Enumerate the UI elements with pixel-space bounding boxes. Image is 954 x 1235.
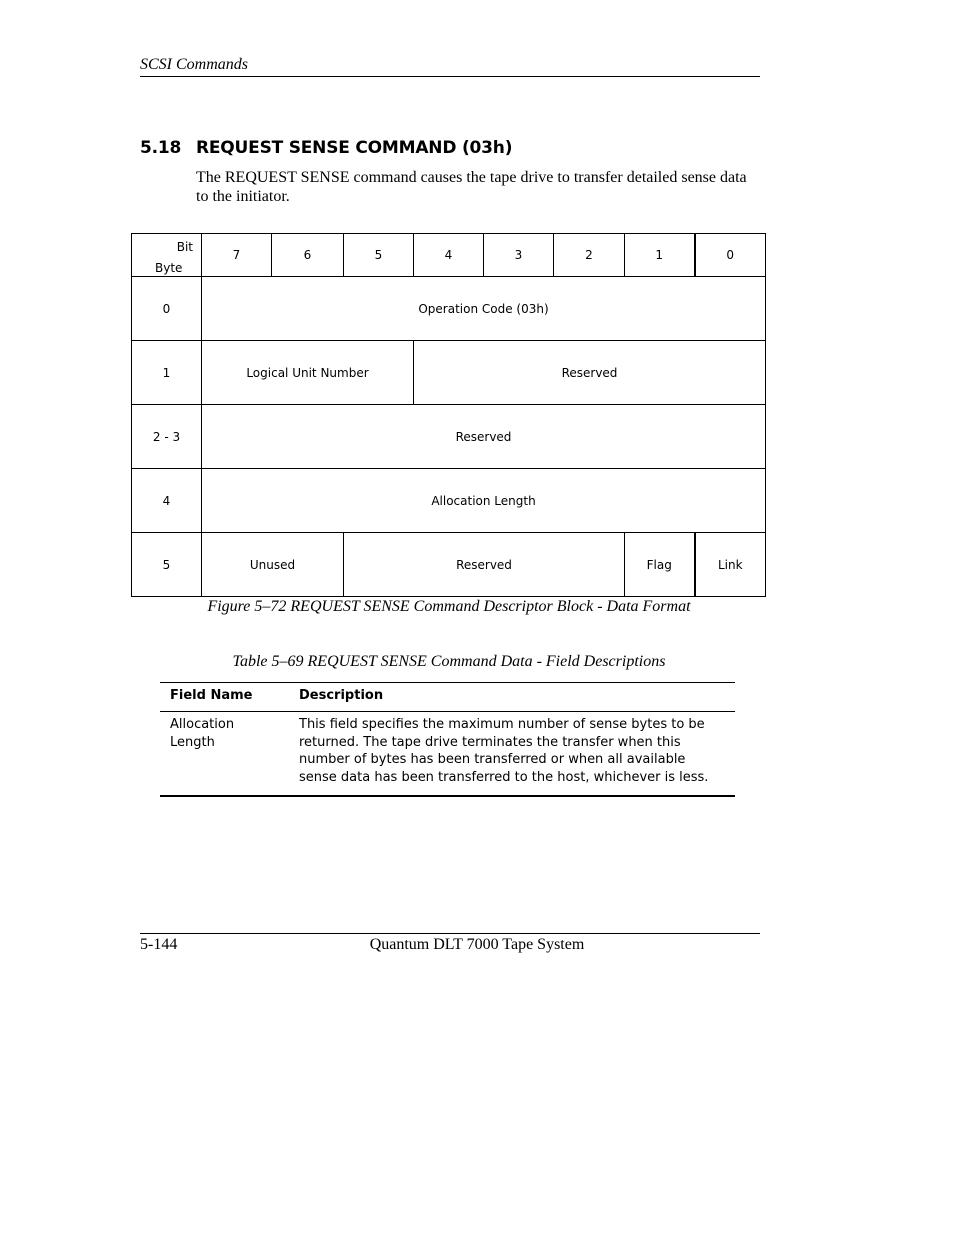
table-row xyxy=(160,712,735,797)
field-reserved: Reserved xyxy=(202,405,766,469)
running-head: SCSI Commands xyxy=(140,56,249,73)
figure-caption: Figure 5–72 REQUEST SENSE Command Descriptor Block - Data Format xyxy=(207,598,691,615)
field-reserved: Reserved xyxy=(414,341,766,405)
footer-rule xyxy=(140,933,760,934)
field-descriptions-table xyxy=(160,682,735,797)
byte-number: 4 xyxy=(132,469,202,533)
cdb-row-byte-2-3 xyxy=(132,405,766,469)
field-reserved: Reserved xyxy=(344,533,625,597)
field-name-cell: Allocation Length xyxy=(160,712,289,797)
bit-header: 0 xyxy=(695,234,766,277)
table-caption: Table 5–69 REQUEST SENSE Command Data - Field Descriptions xyxy=(232,653,666,670)
bit-header: 7 xyxy=(202,234,272,277)
header-rule xyxy=(140,76,760,77)
field-flag: Flag xyxy=(625,533,695,597)
cdb-header-row xyxy=(132,234,766,277)
bit-header: 6 xyxy=(272,234,344,277)
column-header-field-name: Field Name xyxy=(160,683,289,712)
intro-paragraph: The REQUEST SENSE command causes the tape drive to transfer detailed sense data to the initiator. xyxy=(196,169,747,205)
bit-header: 4 xyxy=(414,234,484,277)
bit-byte-corner xyxy=(132,234,202,277)
section-title: REQUEST SENSE COMMAND (03h) xyxy=(196,138,513,158)
bit-header: 1 xyxy=(625,234,695,277)
cdb-row-byte-5 xyxy=(132,533,766,597)
byte-number: 5 xyxy=(132,533,202,597)
bit-header: 3 xyxy=(484,234,554,277)
cdb-table xyxy=(131,233,766,597)
byte-label: Byte xyxy=(155,261,183,275)
field-allocation-length: Allocation Length xyxy=(202,469,766,533)
byte-number: 0 xyxy=(132,277,202,341)
bit-header: 5 xyxy=(344,234,414,277)
field-logical-unit-number: Logical Unit Number xyxy=(202,341,414,405)
bit-header: 2 xyxy=(554,234,625,277)
byte-number: 1 xyxy=(132,341,202,405)
page-number: 5-144 xyxy=(140,936,178,953)
column-header-description: Description xyxy=(289,683,735,712)
field-operation-code: Operation Code (03h) xyxy=(202,277,766,341)
bit-label: Bit xyxy=(176,240,193,254)
section-heading xyxy=(140,138,512,158)
field-link: Link xyxy=(695,533,766,597)
field-unused: Unused xyxy=(202,533,344,597)
cdb-row-byte-1 xyxy=(132,341,766,405)
description-cell: This field specifies the maximum number of sense bytes to be returned. The tape drive terminates the transfer when this number of bytes has been transferred or when all available sense data has been transferred to the host, whichever is less. xyxy=(289,712,735,797)
field-table-header-row xyxy=(160,683,735,712)
footer-title: Quantum DLT 7000 Tape System xyxy=(369,936,585,953)
cdb-row-byte-0 xyxy=(132,277,766,341)
cdb-row-byte-4 xyxy=(132,469,766,533)
byte-number: 2 - 3 xyxy=(132,405,202,469)
section-number: 5.18 xyxy=(140,138,182,158)
